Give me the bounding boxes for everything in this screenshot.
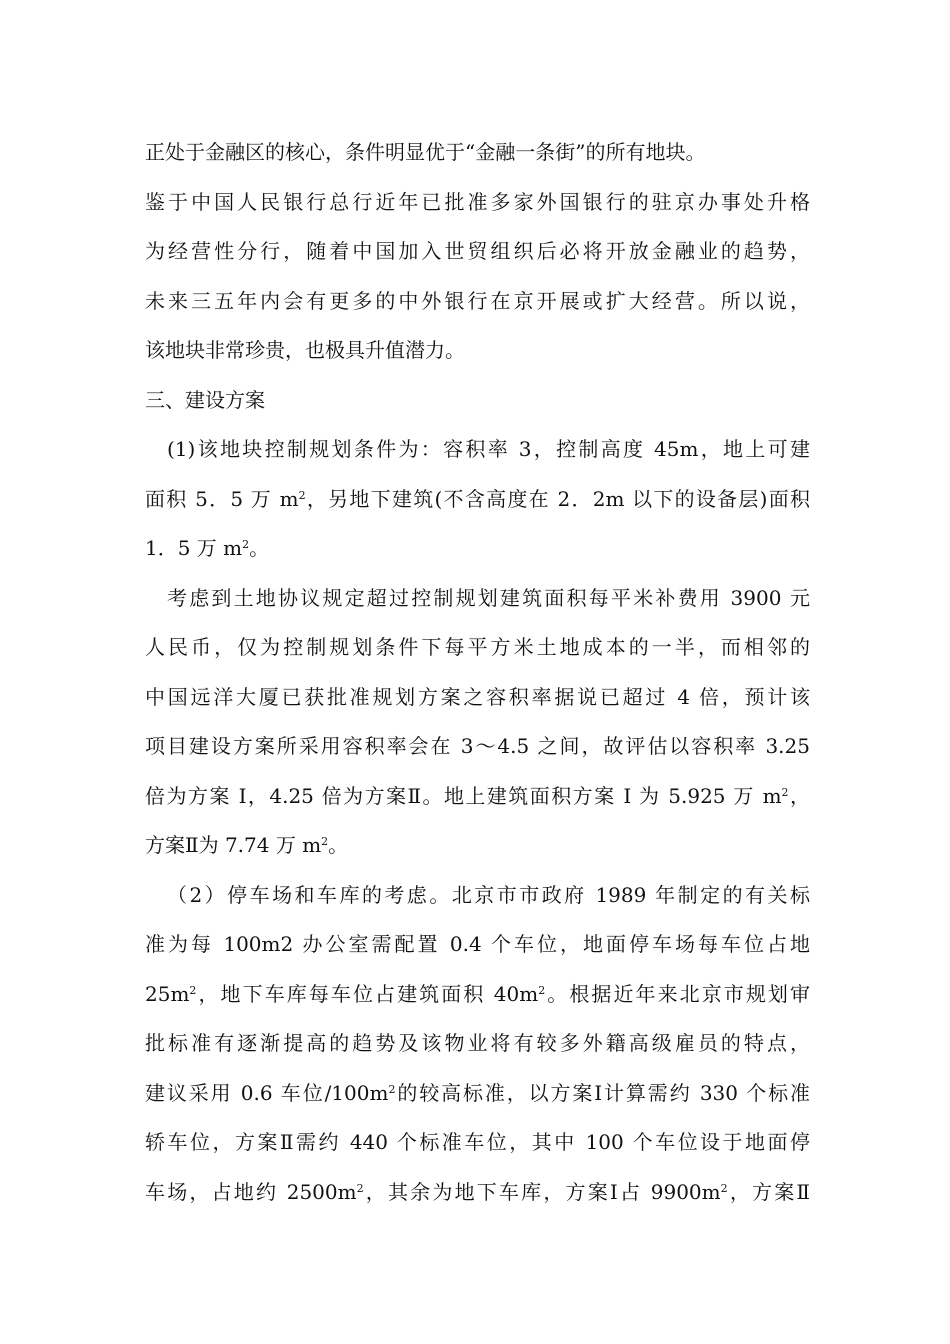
text-segment: ，方案Ⅱ — [727, 1179, 811, 1204]
text-line — [145, 326, 810, 376]
text-segment: ，另地下建筑(不含高度在 2．2m 以下的设备层)面积 — [305, 486, 810, 511]
text-segment: (1)该地块控制规划条件为：容积率 3，控制高度 45m，地上可建 — [167, 437, 810, 461]
text-segment: 轿车位，方案Ⅱ需约 440 个标准车位，其中 100 个车位设于地面停 — [145, 1130, 810, 1154]
text-segment: 准为每 100m2 办公室需配置 0.4 个车位，地面停车场每车位占地 — [145, 932, 810, 956]
text-line — [145, 722, 810, 772]
text-segment: 25m — [145, 981, 190, 1006]
text-segment: 考虑到土地协议规定超过控制规划建筑面积每平米补费用 3900 元 — [167, 585, 810, 610]
text-segment: 该地块非常珍贵，也极具升值潜力。 — [145, 338, 465, 362]
text-line — [145, 227, 810, 277]
text-line — [145, 1118, 810, 1168]
text-segment: 中国远洋大厦已获批准规划方案之容积率据说已超过 4 倍，预计该 — [145, 684, 810, 709]
superscript: 2 — [388, 1082, 396, 1096]
text-segment: 为经营性分行，随着中国加入世贸组织后必将开放金融业的趋势， — [145, 239, 810, 263]
text-segment: 的较高标准，以方案Ⅰ计算需约 330 个标准 — [395, 1080, 810, 1105]
text-line — [145, 376, 810, 426]
text-segment: ， — [788, 783, 810, 808]
document-body — [145, 128, 810, 1217]
text-segment: 面积 5．5 万 m — [145, 486, 299, 511]
text-line — [145, 178, 810, 228]
text-segment: 项目建设方案所采用容积率会在 3～4.5 之间，故评估以容积率 3.25 — [145, 734, 810, 758]
text-segment: ，地下车库每车位占建筑面积 40m — [196, 981, 539, 1006]
superscript: 2 — [242, 537, 250, 551]
superscript: 2 — [321, 834, 329, 848]
text-line — [145, 871, 810, 921]
superscript: 2 — [720, 1181, 728, 1195]
text-segment: 建议采用 0.6 车位/100m — [145, 1080, 389, 1105]
text-line — [145, 277, 810, 327]
text-line — [145, 821, 810, 871]
text-line — [145, 673, 810, 723]
text-line — [145, 1069, 810, 1119]
text-line — [145, 475, 810, 525]
text-segment: 正处于金融区的核心，条件明显优于“金融一条街”的所有地块。 — [145, 140, 706, 164]
text-segment: 未来三五年内会有更多的中外银行在京开展或扩大经营。所以说， — [145, 288, 810, 313]
text-line — [145, 128, 810, 178]
text-segment: 。 — [249, 536, 270, 560]
text-segment: 方案Ⅱ为 7.74 万 m — [145, 833, 322, 857]
text-segment: 批标准有逐渐提高的趋势及该物业将有较多外籍高级雇员的特点， — [145, 1031, 810, 1055]
text-line — [145, 524, 810, 574]
text-segment: （2）停车场和车库的考虑。北京市市政府 1989 年制定的有关标 — [167, 882, 810, 907]
superscript: 2 — [781, 785, 789, 799]
text-segment: 三、建设方案 — [145, 387, 265, 412]
superscript: 2 — [538, 983, 546, 997]
superscript: 2 — [298, 488, 306, 502]
text-line — [145, 623, 810, 673]
text-segment: 1．5 万 m — [145, 536, 243, 560]
text-line — [145, 425, 810, 475]
superscript: 2 — [189, 983, 197, 997]
text-segment: 鉴于中国人民银行总行近年已批准多家外国银行的驻京办事处升格 — [145, 189, 810, 214]
text-line — [145, 970, 810, 1020]
text-segment: 。根据近年来北京市规划审 — [545, 981, 811, 1006]
text-segment: 。 — [328, 833, 349, 857]
superscript: 2 — [356, 1181, 364, 1195]
text-line — [145, 772, 810, 822]
text-line — [145, 1019, 810, 1069]
text-segment: 人民币，仅为控制规划条件下每平方米土地成本的一半，而相邻的 — [145, 635, 810, 659]
text-segment: 倍为方案 I，4.25 倍为方案Ⅱ。地上建筑面积方案 I 为 5.925 万 m — [145, 783, 782, 808]
text-segment: ，其余为地下车库，方案Ⅰ占 9900m — [363, 1179, 721, 1204]
text-line — [145, 1168, 810, 1218]
text-line — [145, 920, 810, 970]
text-line — [145, 574, 810, 624]
text-segment: 车场，占地约 2500m — [145, 1179, 357, 1204]
